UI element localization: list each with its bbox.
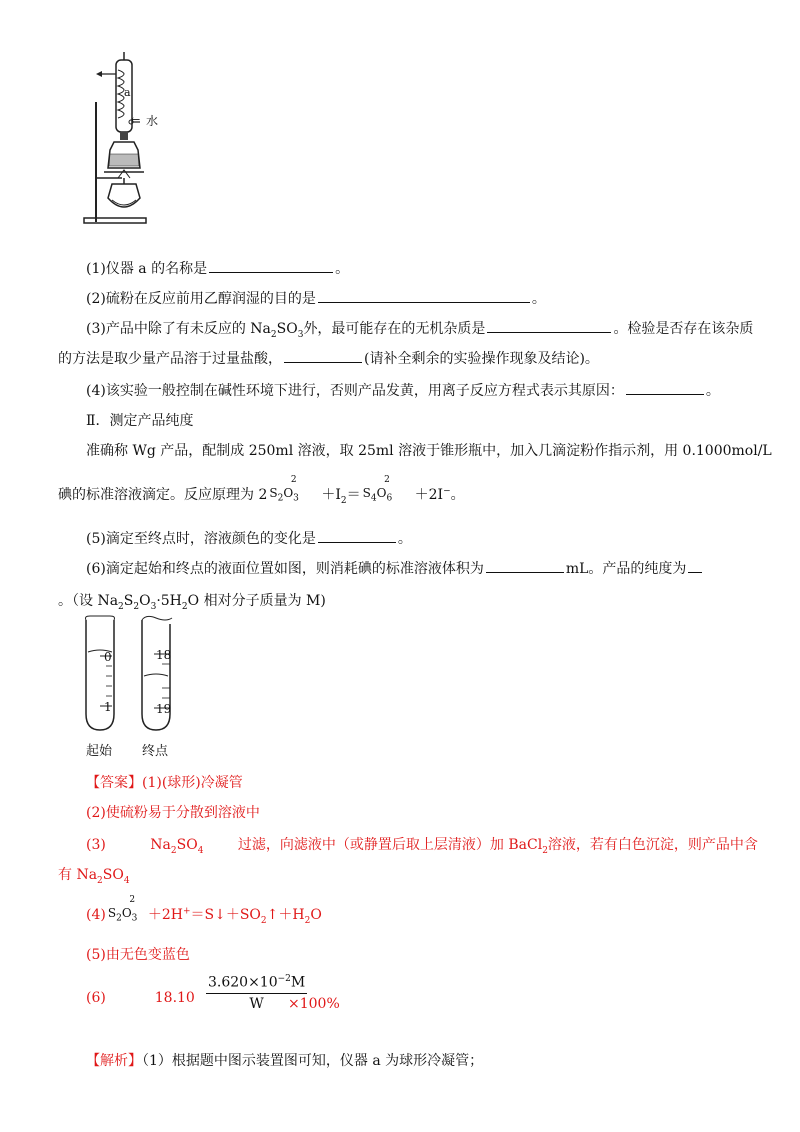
answer-blank-5 — [318, 528, 396, 543]
question-5: (5)滴定至终点时，溶液颜色的变化是 。 — [86, 528, 412, 548]
reflux-apparatus-figure — [78, 50, 178, 230]
section-title: Ⅱ．测定产品纯度 — [86, 413, 194, 429]
label-a: a — [124, 86, 131, 99]
answer-3-line2: 有 $Na_2SO_4$ — [58, 867, 130, 886]
intro-line2: 碘的标准溶液滴定。反应原理为 2 $S_2O_3^2$ $+I_2=$ $S_4O_6^2$ ＋2I−。 — [58, 475, 465, 506]
question-3-line2: 的方法是取少量产品溶于过量盐酸， (请补全剩余的实验操作现象及结论)。 — [58, 348, 599, 368]
answer-1: 【答案】(1)(球形)冷凝管 — [86, 775, 243, 791]
answer-blank-1 — [209, 258, 333, 273]
analysis-tag: 【解析】 — [86, 1053, 142, 1069]
label-water: 水 — [146, 114, 159, 128]
question-3: (3)产品中除了有未反应的 $Na_2SO_3$外，最可能存在的无机杂质是 。检验是否存在该杂质 — [86, 318, 753, 340]
answer-blank-6a — [486, 558, 564, 573]
burette-end-top: 18 — [156, 648, 172, 662]
arrow-icon: ← — [131, 113, 141, 126]
answer-3: (3) $Na_2SO_4$ 过滤，向滤液中（或静置后取上层清液）加 BaCl$_2$溶液，若有白色沉淀，则产品中含 — [86, 837, 758, 856]
analysis: 【解析】（1）根据题中图示装置图可知，仪器 a 为球形冷凝管； — [86, 1053, 484, 1069]
question-4: (4)该实验一般控制在碱性环境下进行，否则产品发黄，用离子反应方程式表示其原因： 。 — [86, 380, 720, 400]
answer-2: (2)使硫粉易于分散到溶液中 — [86, 805, 260, 821]
burette-start-top: 0 — [104, 650, 112, 664]
answer-5: (5)由无色变蓝色 — [86, 947, 190, 963]
answer-6-percent: ×100% — [288, 996, 340, 1012]
answer-6: (6) 18.10 — [86, 990, 195, 1006]
question-6-line2: 。（设 $Na_2S_2O_3\cdot 5H_2O$ 相对分子质量为 M) — [58, 593, 326, 612]
answer-6-fraction: $3.620\times 10^{-2}M$ W — [208, 974, 306, 1012]
answer-tag: 【答案】 — [86, 775, 142, 791]
burette-end-caption: 终点 — [142, 744, 169, 759]
burette-figure — [80, 614, 190, 744]
answer-blank-4 — [626, 380, 704, 395]
answer-blank-3b — [284, 348, 362, 363]
answer-4: (4) $S_2O_3^2$ $+2H^+=S↓+SO_2↑+H_2O$ — [86, 895, 322, 926]
answer-blank-3a — [487, 318, 611, 333]
burette-end-bottom: 19 — [156, 702, 172, 716]
question-6: (6)滴定起始和终点的液面位置如图，则消耗碘的标准溶液体积为 mL。产品的纯度为 — [86, 558, 704, 578]
answer-blank-6b — [688, 558, 702, 573]
question-1: (1)仪器 a 的名称是 。 — [86, 258, 349, 278]
answer-blank-2 — [318, 288, 530, 303]
burette-start-caption: 起始 — [86, 744, 113, 759]
question-2: (2)硫粉在反应前用乙醇润湿的目的是 。 — [86, 288, 546, 308]
burette-start-bottom: 1 — [104, 700, 112, 714]
intro-line1: 准确称 Wg 产品，配制成 250ml 溶液，取 25ml 溶液于锥形瓶中，加入几滴淀粉作指示剂，用 0.1000mol/L — [86, 443, 772, 459]
